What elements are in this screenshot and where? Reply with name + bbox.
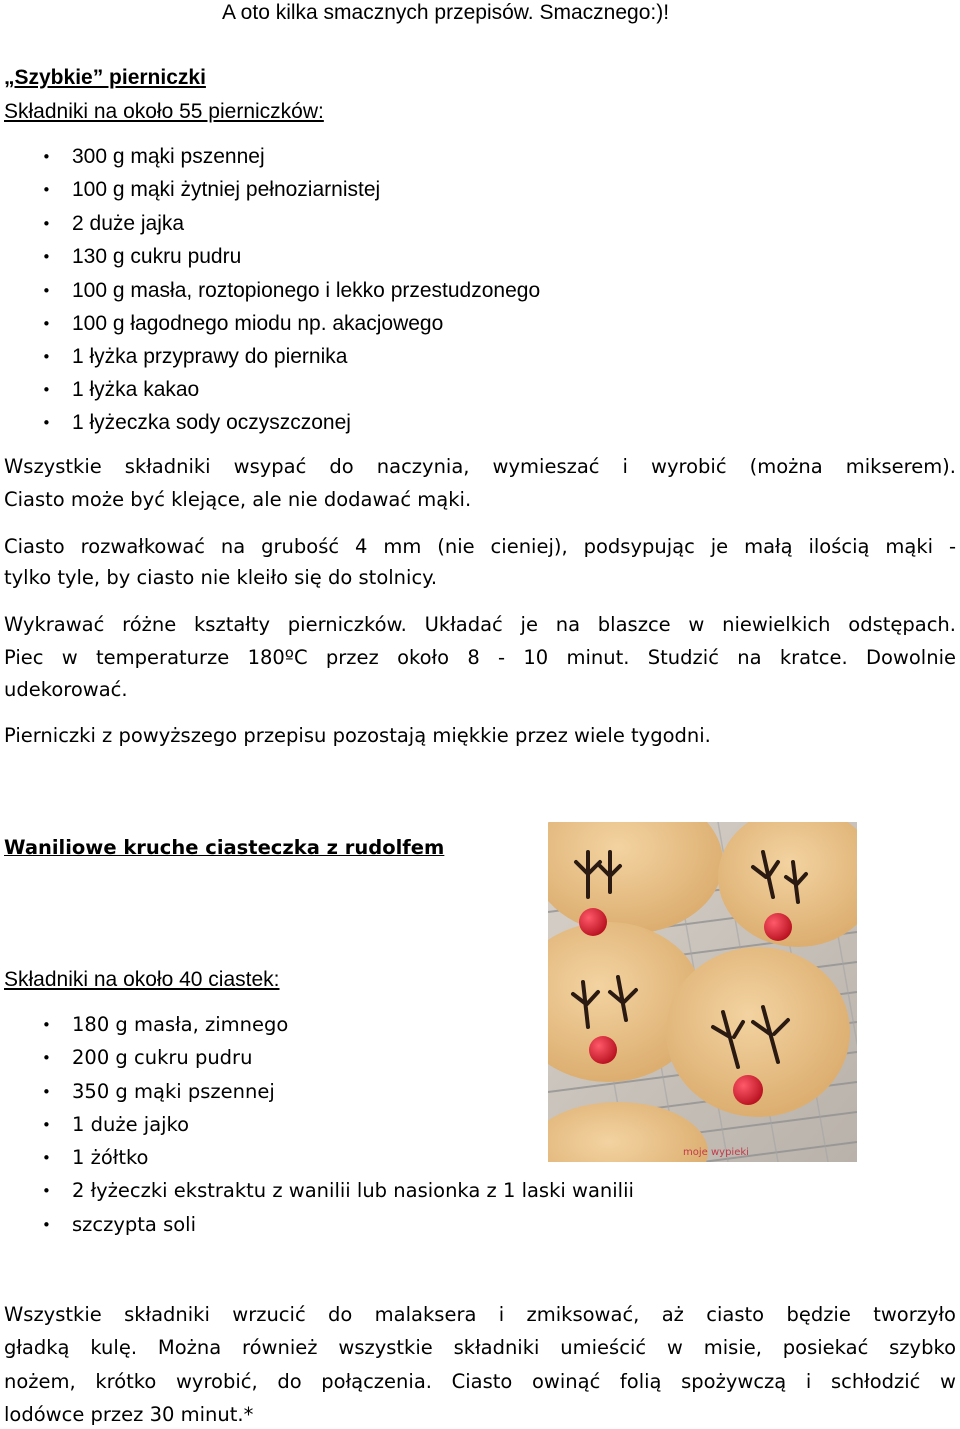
list-item: • 100 g mąki żytniej pełnoziarnistej <box>72 178 380 202</box>
list-item: • 200 g cukru pudru <box>72 1046 252 1069</box>
recipe2-paragraph-line-3: nożem, krótko wyrobić, do połączenia. Ciasto owinąć folią spożywczą i schłodzić w <box>4 1370 956 1393</box>
recipe1-paragraph-3-line-2: Piec w temperaturze 180ºC przez około 8 - 10 minut. Studzić na kratce. Dowolnie <box>4 646 956 669</box>
recipe1-paragraph-3-line-1: Wykrawać różne kształty pierniczków. Układać je na blaszce w niewielkich odstępach. <box>4 613 956 636</box>
recipe2-title: Waniliowe kruche ciasteczka z rudolfem <box>4 836 445 859</box>
recipe1-paragraph-1-line-2: Ciasto może być klejące, ale nie dodawać mąki. <box>4 488 472 511</box>
recipe1-paragraph-3-line-3: udekorować. <box>4 678 128 701</box>
recipe2-paragraph-line-2: gładką kulę. Można również wszystkie składniki umieścić w misie, posiekać szybko <box>4 1336 956 1359</box>
list-item: • 1 żółtko <box>72 1146 149 1169</box>
list-item: • 1 łyżka przyprawy do piernika <box>72 345 347 369</box>
list-item: • 1 łyżeczka sody oczyszczonej <box>72 411 351 435</box>
list-item: • 2 łyżeczki ekstraktu z wanilii lub nasionka z 1 laski wanilii <box>72 1179 634 1202</box>
list-item: • 350 g mąki pszennej <box>72 1080 275 1103</box>
list-item: • 300 g mąki pszennej <box>72 145 265 169</box>
recipe1-paragraph-2-line-2: tylko tyle, by ciasto nie kleiło się do stolnicy. <box>4 566 438 589</box>
list-item: • szczypta soli <box>72 1213 196 1236</box>
recipe1-title: „Szybkie” pierniczki <box>4 66 206 89</box>
recipe1-paragraph-1-line-1: Wszystkie składniki wsypać do naczynia, wymieszać i wyrobić (można mikserem). <box>4 455 956 478</box>
photo-watermark: moje wypieki <box>683 1147 749 1158</box>
reindeer-cookies-photo <box>548 822 857 1162</box>
recipe2-paragraph-line-1: Wszystkie składniki wrzucić do malaksera i zmiksować, aż ciasto będzie tworzyło <box>4 1303 956 1326</box>
recipe1-paragraph-4: Pierniczki z powyższego przepisu pozostają miękkie przez wiele tygodni. <box>4 724 711 747</box>
list-item: • 2 duże jajka <box>72 212 184 236</box>
recipe1-ingredients-heading: Składniki na około 55 pierniczków: <box>4 100 324 123</box>
list-item: • 1 łyżka kakao <box>72 378 199 402</box>
list-item: • 100 g łagodnego miodu np. akacjowego <box>72 312 443 336</box>
list-item: • 130 g cukru pudru <box>72 245 241 269</box>
list-item: • 1 duże jajko <box>72 1113 189 1136</box>
recipe1-paragraph-2-line-1: Ciasto rozwałkować na grubość 4 mm (nie cieniej), podsypując je małą ilością mąki - <box>4 535 956 558</box>
list-item: • 100 g masła, roztopionego i lekko przestudzonego <box>72 279 540 303</box>
recipe2-ingredients-heading: Składniki na około 40 ciastek: <box>4 968 280 991</box>
recipe2-paragraph-line-4: lodówce przez 30 minut.* <box>4 1403 254 1426</box>
list-item: • 180 g masła, zimnego <box>72 1013 288 1036</box>
intro-text: A oto kilka smacznych przepisów. Smacznego:)! <box>222 1 670 24</box>
